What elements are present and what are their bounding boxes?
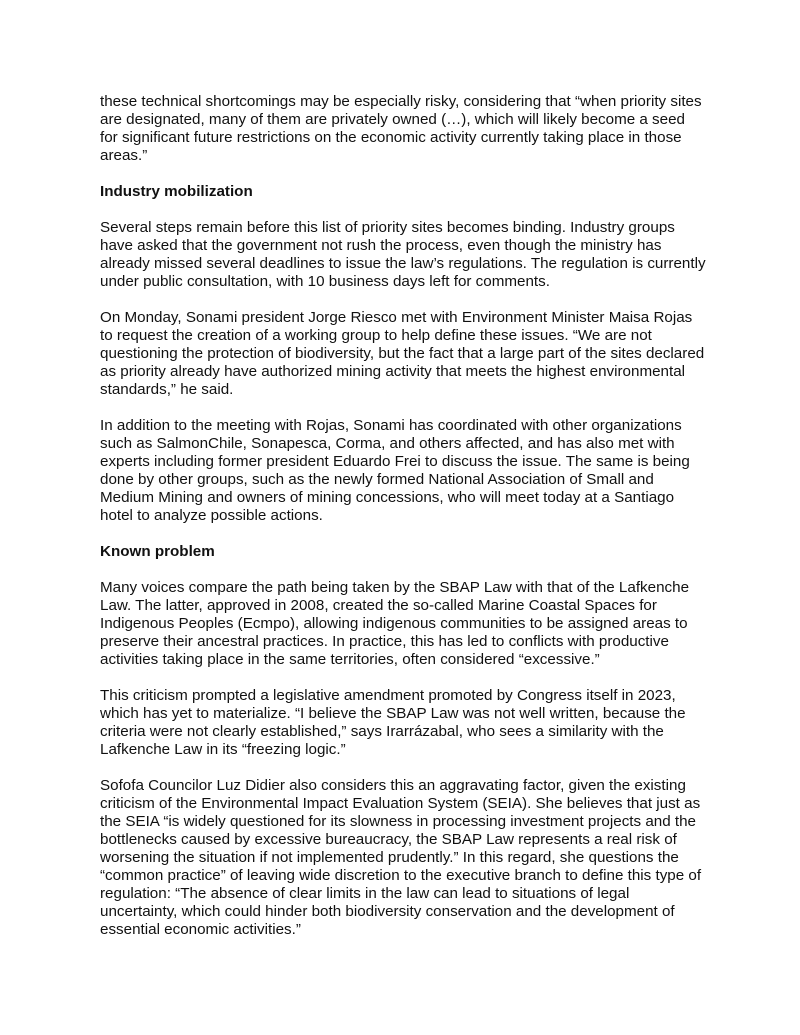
industry-paragraph-3: In addition to the meeting with Rojas, Sonami has coordinated with other organizations such as SalmonChile, Sonapesca, Corma, and others affected, and has also met with experts including former president Eduardo Frei to discuss the issue. The same is being done by other groups, such as the newly formed National Association of Small and Medium Mining and owners of mining concessions, who will meet today at a Santiago hotel to analyze possible actions. [100,417,690,524]
section-heading-known-problem: Known problem [100,543,215,560]
known-paragraph-2: This criticism prompted a legislative amendment promoted by Congress itself in 2023, which has yet to materialize. “I believe the SBAP Law was not well written, because the criteria were not clearly established,” says Irarrázabal, who sees a similarity with the Lafkenche Law in its “freezing logic.” [100,687,686,758]
document-page [100,93,706,957]
intro-paragraph: these technical shortcomings may be especially risky, considering that “when priority sites are designated, many of them are privately owned (…), which will likely become a seed for significant future restrictions on the economic activity currently taking place in those areas.” [100,93,702,164]
known-paragraph-3: Sofofa Councilor Luz Didier also considers this an aggravating factor, given the existing criticism of the Environmental Impact Evaluation System (SEIA). She believes that just as the SEIA “is widely questioned for its slowness in processing investment projects and the bottlenecks caused by excessive bureaucracy, the SBAP Law represents a real risk of worsening the situation if not implemented prudently.” In this regard, she questions the “common practice” of leaving wide discretion to the executive branch to define this type of regulation: “The absence of clear limits in the law can lead to situations of legal uncertainty, which could hinder both biodiversity conservation and the development of essential economic activities.” [100,777,702,938]
section-heading-industry-mobilization: Industry mobilization [100,183,253,200]
industry-paragraph-1: Several steps remain before this list of priority sites becomes binding. Industry groups have asked that the government not rush the process, even though the ministry has already missed several deadlines to issue the law’s regulations. The regulation is currently under public consultation, with 10 business days left for comments. [100,219,706,290]
known-paragraph-1: Many voices compare the path being taken by the SBAP Law with that of the Lafkenche Law. The latter, approved in 2008, created the so-called Marine Coastal Spaces for Indigenous Peoples (Ecmpo), allowing indigenous communities to be assigned areas to preserve their ancestral practices. In practice, this has led to conflicts with productive activities taking place in the same territories, often considered “excessive.” [100,579,690,668]
industry-paragraph-2: On Monday, Sonami president Jorge Riesco met with Environment Minister Maisa Rojas to request the creation of a working group to help define these issues. “We are not questioning the protection of biodiversity, but the fact that a large part of the sites declared as priority already have authorized mining activity that meets the highest environmental standards,” he said. [100,309,705,398]
